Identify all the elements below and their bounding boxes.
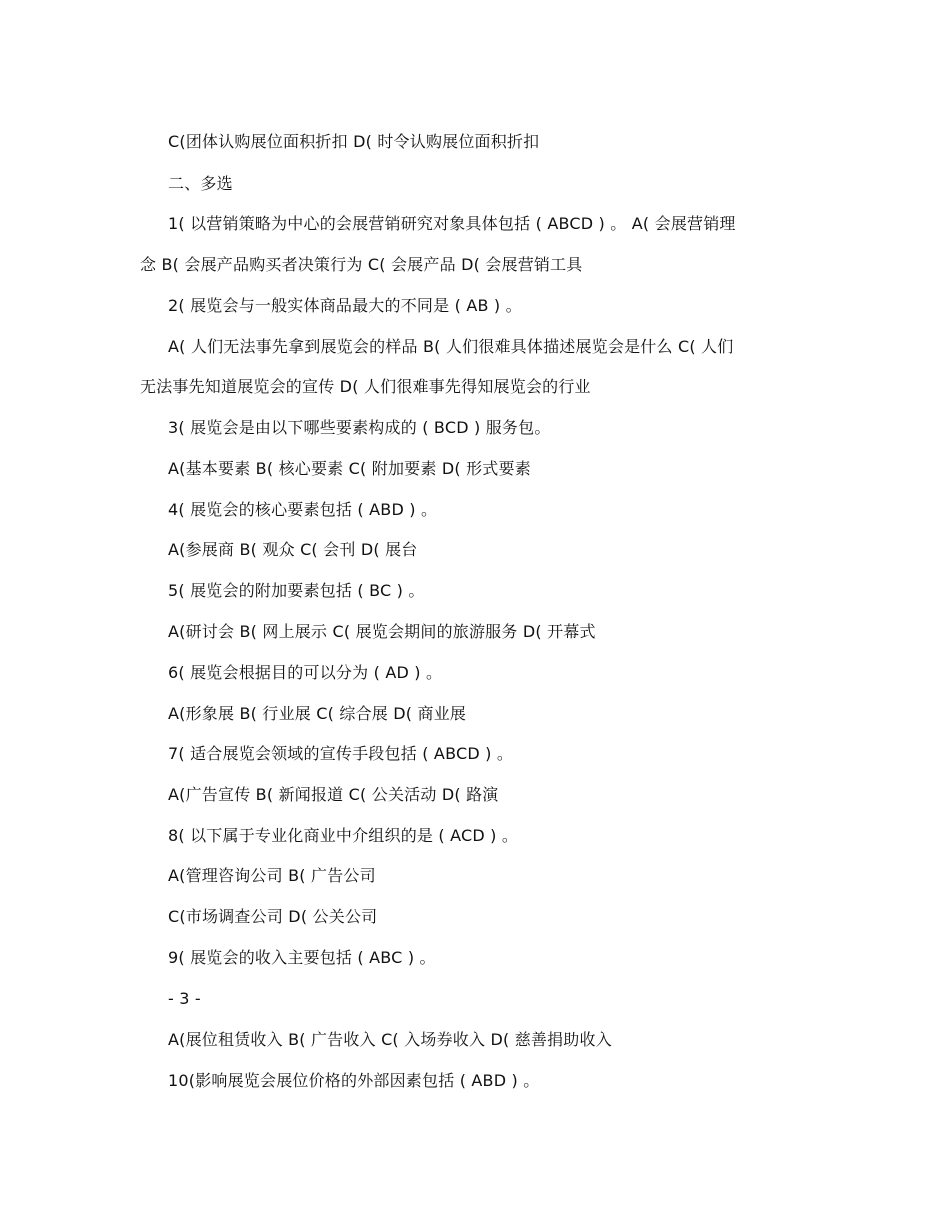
question-4: 4( 展览会的核心要素包括 ( ABD ) 。: [168, 500, 438, 519]
question-5-options: A(研讨会 B( 网上展示 C( 展览会期间的旅游服务 D( 开幕式: [168, 622, 596, 641]
section-heading: 二、多选: [168, 174, 233, 193]
question-7-options: A(广告宣传 B( 新闻报道 C( 公关活动 D( 路演: [168, 785, 499, 804]
question-5: 5( 展览会的附加要素包括 ( BC ) 。: [168, 581, 425, 600]
question-10: 10(影响展览会展位价格的外部因素包括 ( ABD ) 。: [168, 1071, 540, 1090]
option-line: C(团体认购展位面积折扣 D( 时令认购展位面积折扣: [168, 132, 540, 151]
question-6: 6( 展览会根据目的可以分为 ( AD ) 。: [168, 663, 443, 682]
question-2-options-continued: 无法事先知道展览会的宣传 D( 人们很难事先得知展览会的行业: [140, 377, 591, 396]
question-1: 1( 以营销策略为中心的会展营销研究对象具体包括 ( ABCD ) 。 A( 会展营销理: [168, 214, 736, 233]
question-8-options-cd: C(市场调查公司 D( 公关公司: [168, 907, 378, 926]
question-9: 9( 展览会的收入主要包括 ( ABC ) 。: [168, 948, 436, 967]
question-9-options: A(展位租赁收入 B( 广告收入 C( 入场券收入 D( 慈善捐助收入: [168, 1030, 612, 1049]
question-4-options: A(参展商 B( 观众 C( 会刊 D( 展台: [168, 540, 418, 559]
question-6-options: A(形象展 B( 行业展 C( 综合展 D( 商业展: [168, 704, 467, 723]
question-8: 8( 以下属于专业化商业中介组织的是 ( ACD ) 。: [168, 826, 519, 845]
question-3: 3( 展览会是由以下哪些要素构成的 ( BCD ) 服务包。: [168, 418, 551, 437]
question-2: 2( 展览会与一般实体商品最大的不同是 ( AB ) 。: [168, 296, 522, 315]
question-1-continued: 念 B( 会展产品购买者决策行为 C( 会展产品 D( 会展营销工具: [140, 255, 583, 274]
question-3-options: A(基本要素 B( 核心要素 C( 附加要素 D( 形式要素: [168, 459, 531, 478]
question-8-options-ab: A(管理咨询公司 B( 广告公司: [168, 866, 376, 885]
page-number: - 3 -: [168, 989, 201, 1008]
question-7: 7( 适合展览会领域的宣传手段包括 ( ABCD ) 。: [168, 744, 514, 763]
question-2-options: A( 人们无法事先拿到展览会的样品 B( 人们很难具体描述展览会是什么 C( 人们: [168, 337, 734, 356]
